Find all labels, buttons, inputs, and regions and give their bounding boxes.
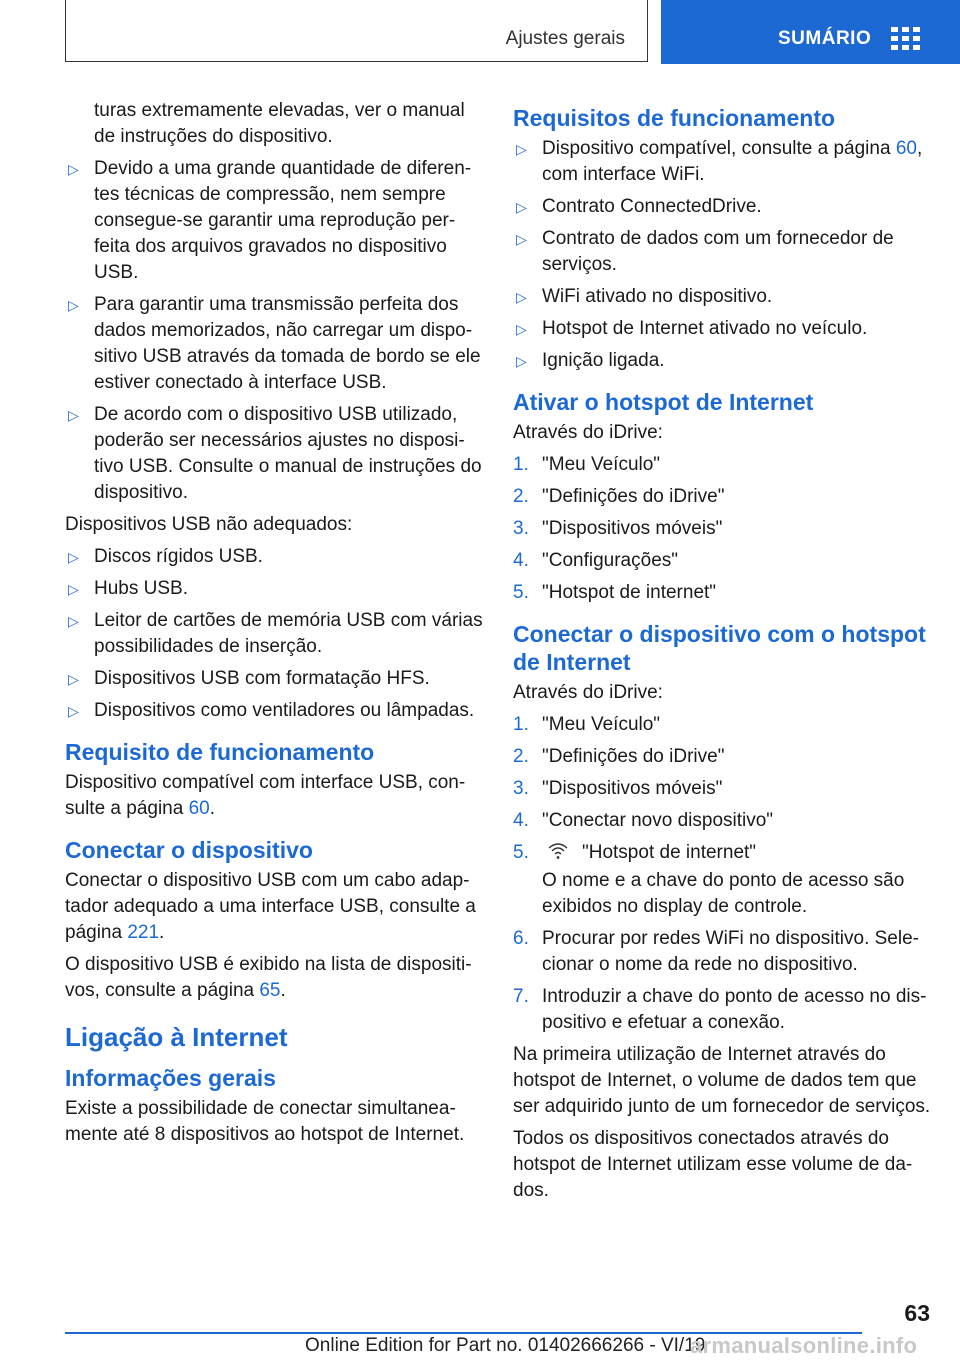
list-item: ▷ Ignição ligada. <box>513 348 931 374</box>
requirement-text: Dispositivo compatível com interface USB, consulte a página 60. <box>65 772 466 819</box>
step-item: 3. "Dispositivos móveis" <box>513 518 723 539</box>
left-column <box>65 98 483 1154</box>
activate-hotspot-heading: Ativar o hotspot de Internet <box>513 389 814 415</box>
triangle-bullet-icon: ▷ <box>68 549 79 565</box>
list-item: ▷ Hubs USB. <box>65 576 483 602</box>
connect-text-1: Conectar o dispositivo USB com um cabo adaptador adequado a uma interface USB, consulte a página 221. <box>65 870 476 943</box>
list-item: ▷ Dispositivo compatível, consulte a página 60, com interface WiFi. <box>516 138 923 185</box>
edition-text: Online Edition for Part no. 01402666266 - VI/19 <box>305 1335 706 1356</box>
intro-continuation: turas extremamente elevadas, ver o manual de instruções do dispositivo. <box>94 100 465 147</box>
list-item: ▷ Devido a uma grande quantidade de diferentes técnicas de compressão, nem sempre consegue-se garantir uma reprodução perfeita dos arquivos gravados no dispositivo USB. <box>68 158 472 283</box>
requirement-heading: Requisito de funcionamento <box>65 739 375 765</box>
page-link[interactable]: 60 <box>895 138 917 159</box>
requirements-list <box>513 136 931 374</box>
section-title: Ajustes gerais <box>505 28 625 49</box>
list-item: ▷ WiFi ativado no dispositivo. <box>513 284 931 310</box>
step-item: 5. "Hotspot de internet" <box>513 582 717 603</box>
list-item: ▷ Leitor de cartões de memória USB com várias possibilidades de inserção. <box>68 610 483 657</box>
triangle-bullet-icon: ▷ <box>68 671 79 687</box>
triangle-bullet-icon: ▷ <box>516 289 527 305</box>
page-header <box>0 0 960 64</box>
step-item: 4. "Conectar novo dispositivo" <box>513 810 774 831</box>
activate-steps <box>513 452 931 606</box>
triangle-bullet-icon: ▷ <box>68 161 79 177</box>
triangle-bullet-icon: ▷ <box>68 581 79 597</box>
step-5-note: O nome e a chave do ponto de acesso são exibidos no display de controle. <box>542 870 905 917</box>
grid-icon <box>891 27 921 51</box>
step-item: 1. "Meu Veículo" <box>513 714 661 735</box>
unsuitable-heading: Dispositivos USB não adequados: <box>65 514 353 535</box>
list-item: ▷ Dispositivos USB com formatação HFS. <box>65 666 483 692</box>
page-link[interactable]: 65 <box>259 980 281 1001</box>
general-info-text: Existe a possibilidade de conectar simultaneamente até 8 dispositivos ao hotspot de Internet. <box>65 1098 465 1145</box>
list-item: ▷ Discos rígidos USB. <box>65 544 483 570</box>
triangle-bullet-icon: ▷ <box>516 231 527 247</box>
general-info-heading: Informações gerais <box>65 1065 276 1091</box>
page-number: 63 <box>904 1300 930 1326</box>
connect-hotspot-intro: Através do iDrive: <box>513 682 663 703</box>
step-item: 2. "Definições do iDrive" <box>513 746 725 767</box>
section-title-box <box>65 0 648 62</box>
page-link[interactable]: 60 <box>188 798 210 819</box>
triangle-bullet-icon: ▷ <box>516 199 527 215</box>
list-item: ▷ Contrato ConnectedDrive. <box>513 194 931 220</box>
step-item: 1. "Meu Veículo" <box>513 454 661 475</box>
requirements-heading: Requisitos de funcionamento <box>513 105 836 131</box>
triangle-bullet-icon: ▷ <box>516 321 527 337</box>
triangle-bullet-icon: ▷ <box>68 703 79 719</box>
summary-button[interactable] <box>661 0 960 64</box>
unsuitable-list <box>65 544 483 724</box>
triangle-bullet-icon: ▷ <box>516 141 527 157</box>
list-item: ▷ Dispositivos como ventiladores ou lâmpadas. <box>65 698 483 724</box>
step-item: 3. "Dispositivos móveis" <box>513 778 723 799</box>
page-link[interactable]: 221 <box>127 922 160 943</box>
triangle-bullet-icon: ▷ <box>68 407 79 423</box>
wifi-icon <box>548 842 568 868</box>
list-item: ▷ Hotspot de Internet ativado no veículo. <box>513 316 931 342</box>
step-item: 2. "Definições do iDrive" <box>513 486 725 507</box>
connect-hotspot-steps <box>513 712 931 1036</box>
list-item: ▷ Contrato de dados com um fornecedor de serviços. <box>516 228 894 275</box>
connect-heading: Conectar o dispositivo <box>65 837 313 863</box>
usb-notes-list <box>65 156 483 506</box>
list-item: ▷ De acordo com o dispositivo USB utilizado, poderão ser necessários ajustes no dispositivo USB. Consulte o manual de instruções do dispositivo. <box>68 404 482 503</box>
internet-heading: Ligação à Internet <box>65 1022 288 1052</box>
step-item: 5. "Hotspot de internet" O nome e a chave do ponto de acesso são exibidos no display de controle. <box>513 842 905 917</box>
triangle-bullet-icon: ▷ <box>68 297 79 313</box>
right-column <box>513 98 931 1210</box>
triangle-bullet-icon: ▷ <box>68 613 79 629</box>
step-item: 4. "Configurações" <box>513 550 679 571</box>
connect-hotspot-heading: Conectar o dispositivo com o hotspot de Internet <box>513 621 926 675</box>
step-item: 6. Procurar por redes WiFi no dispositivo. Selecionar o nome da rede no dispositivo. <box>513 928 919 975</box>
summary-label: SUMÁRIO <box>778 28 872 49</box>
list-item: ▷ Para garantir uma transmissão perfeita dos dados memorizados, não carregar um dispositivo USB através da tomada de bordo se ele estiver conectado à interface USB. <box>68 294 481 393</box>
watermark: armanualsonline.info <box>690 1333 918 1358</box>
step-item: 7. Introduzir a chave do ponto de acesso no dispositivo e efetuar a conexão. <box>513 986 927 1033</box>
triangle-bullet-icon: ▷ <box>516 353 527 369</box>
connect-text-2: O dispositivo USB é exibido na lista de dispositivos, consulte a página 65. <box>65 954 472 1001</box>
data-volume-text: Na primeira utilização de Internet através do hotspot de Internet, o volume de dados tem que ser adquirido junto de um fornecedor de serviços. <box>513 1044 931 1117</box>
activate-intro: Através do iDrive: <box>513 422 663 443</box>
shared-volume-text: Todos os dispositivos conectados através do hotspot de Internet utilizam esse volume de dados. <box>513 1128 913 1201</box>
